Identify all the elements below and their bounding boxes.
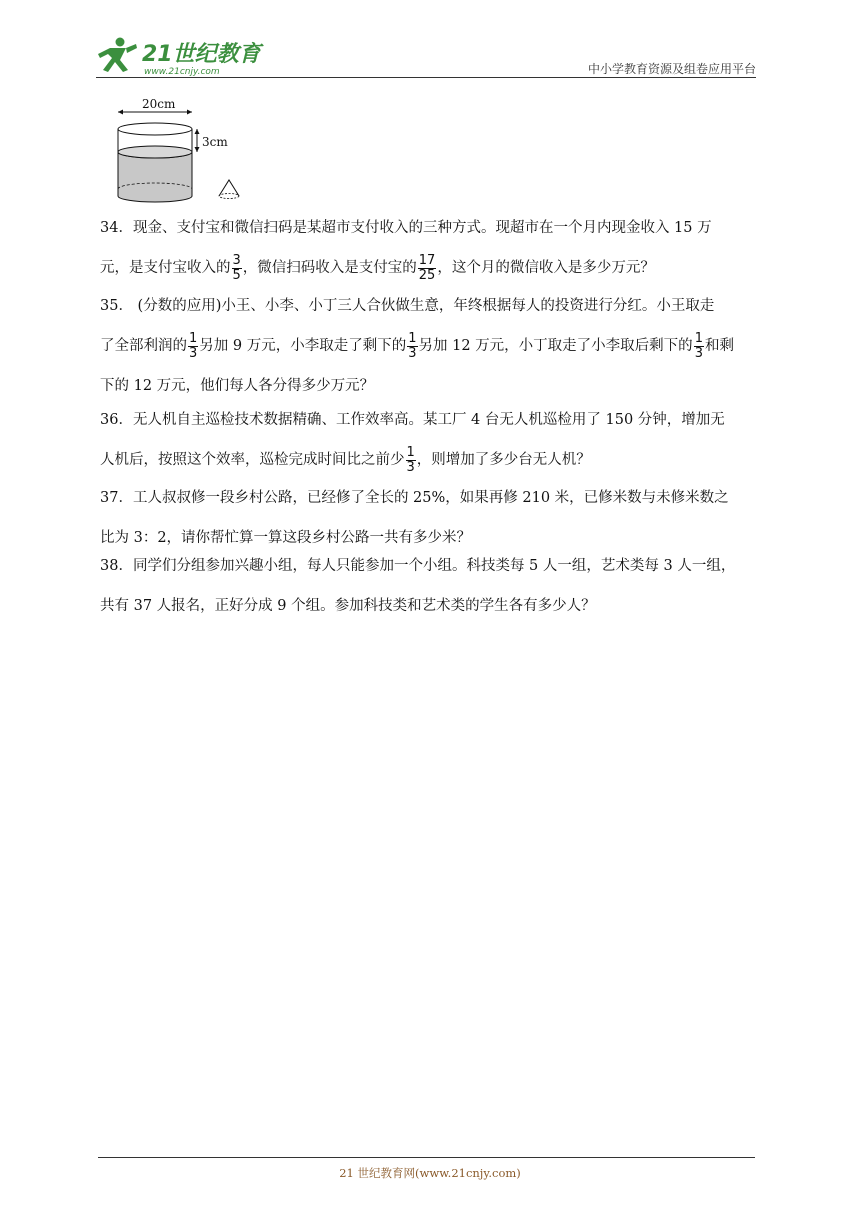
question-35	[100, 286, 760, 406]
question-36	[100, 400, 760, 480]
question-text: 人机后，按照这个效率，巡检完成时间比之前少	[100, 452, 405, 468]
question-text: ，微信扫码收入是支付宝的	[242, 260, 417, 276]
question-38	[100, 546, 760, 626]
question-text: 现金、支付宝和微信扫码是某超市支付收入的三种方式。现超市在一个月内现金收入 15 万	[132, 220, 712, 236]
question-text: 共有 37 人报名，正好分成 9 个组。参加科技类和艺术类的学生各有多少人？	[100, 598, 596, 614]
question-text: 工人叔叔修一段乡村公路，已经修了全长的 25%，如果再修 210 米，已修米数与未修米数之	[132, 490, 729, 506]
question-text: 同学们分组参加兴趣小组，每人只能参加一个小组。科技类每 5 人一组，艺术类每 3 人一组，	[132, 558, 736, 574]
question-text: 比为 3：2，请你帮忙算一算这段乡村公路一共有多少米？	[100, 530, 472, 546]
fraction: $\frac{1}{3}$	[408, 330, 417, 361]
question-number: 35．	[100, 298, 133, 314]
footer-divider	[98, 1157, 755, 1158]
header-divider	[96, 77, 756, 78]
logo-url: www.21cnjy.com	[144, 67, 220, 77]
question-34	[100, 208, 760, 288]
fraction: $\frac{1}{3}$	[406, 444, 415, 475]
question-text: 元，是支付宝收入的	[100, 260, 231, 276]
cylinder-figure	[108, 92, 258, 207]
platform-name: 中小学教育资源及组卷应用平台	[587, 62, 756, 76]
cone-shape	[219, 180, 239, 199]
question-text: ，这个月的微信收入是多少万元？	[437, 260, 655, 276]
logo-wordmark: 21世纪教育	[142, 42, 261, 67]
question-number: 36．	[100, 412, 133, 428]
height-label: 3cm	[202, 135, 228, 149]
question-text: (分数的应用)小王、小李、小丁三人合伙做生意，年终根据每人的投资进行分红。小王取走	[132, 298, 715, 314]
question-text: ，则增加了多少台无人机？	[416, 452, 591, 468]
question-number: 38．	[100, 558, 133, 574]
fraction: $\frac{17}{25}$	[418, 252, 436, 283]
fraction: $\frac{1}{3}$	[189, 330, 198, 361]
page-header	[96, 30, 756, 78]
question-text: 下的 12 万元，他们每人各分得多少万元？	[100, 378, 375, 394]
diameter-label: 20cm	[142, 97, 176, 111]
water-fill	[118, 152, 192, 202]
question-text: 无人机自主巡检技术数据精确、工作效率高。某工厂 4 台无人机巡检用了 150 分钟，增加无	[132, 412, 725, 428]
question-text: 了全部利润的	[100, 338, 187, 354]
question-number: 37．	[100, 490, 133, 506]
footer-text: 21 世纪教育网(www.21cnjy.com)	[339, 1166, 521, 1180]
fraction: $\frac{3}{5}$	[232, 252, 241, 283]
runner-icon	[98, 38, 137, 73]
question-text: 和剩	[704, 338, 734, 354]
question-number: 34．	[100, 220, 133, 236]
question-text: 另加 9 万元，小李取走了剩下的	[199, 338, 407, 354]
question-text: 另加 12 万元，小丁取走了小李取后剩下的	[418, 338, 693, 354]
site-logo	[96, 34, 276, 78]
fraction: $\frac{1}{3}$	[694, 330, 703, 361]
